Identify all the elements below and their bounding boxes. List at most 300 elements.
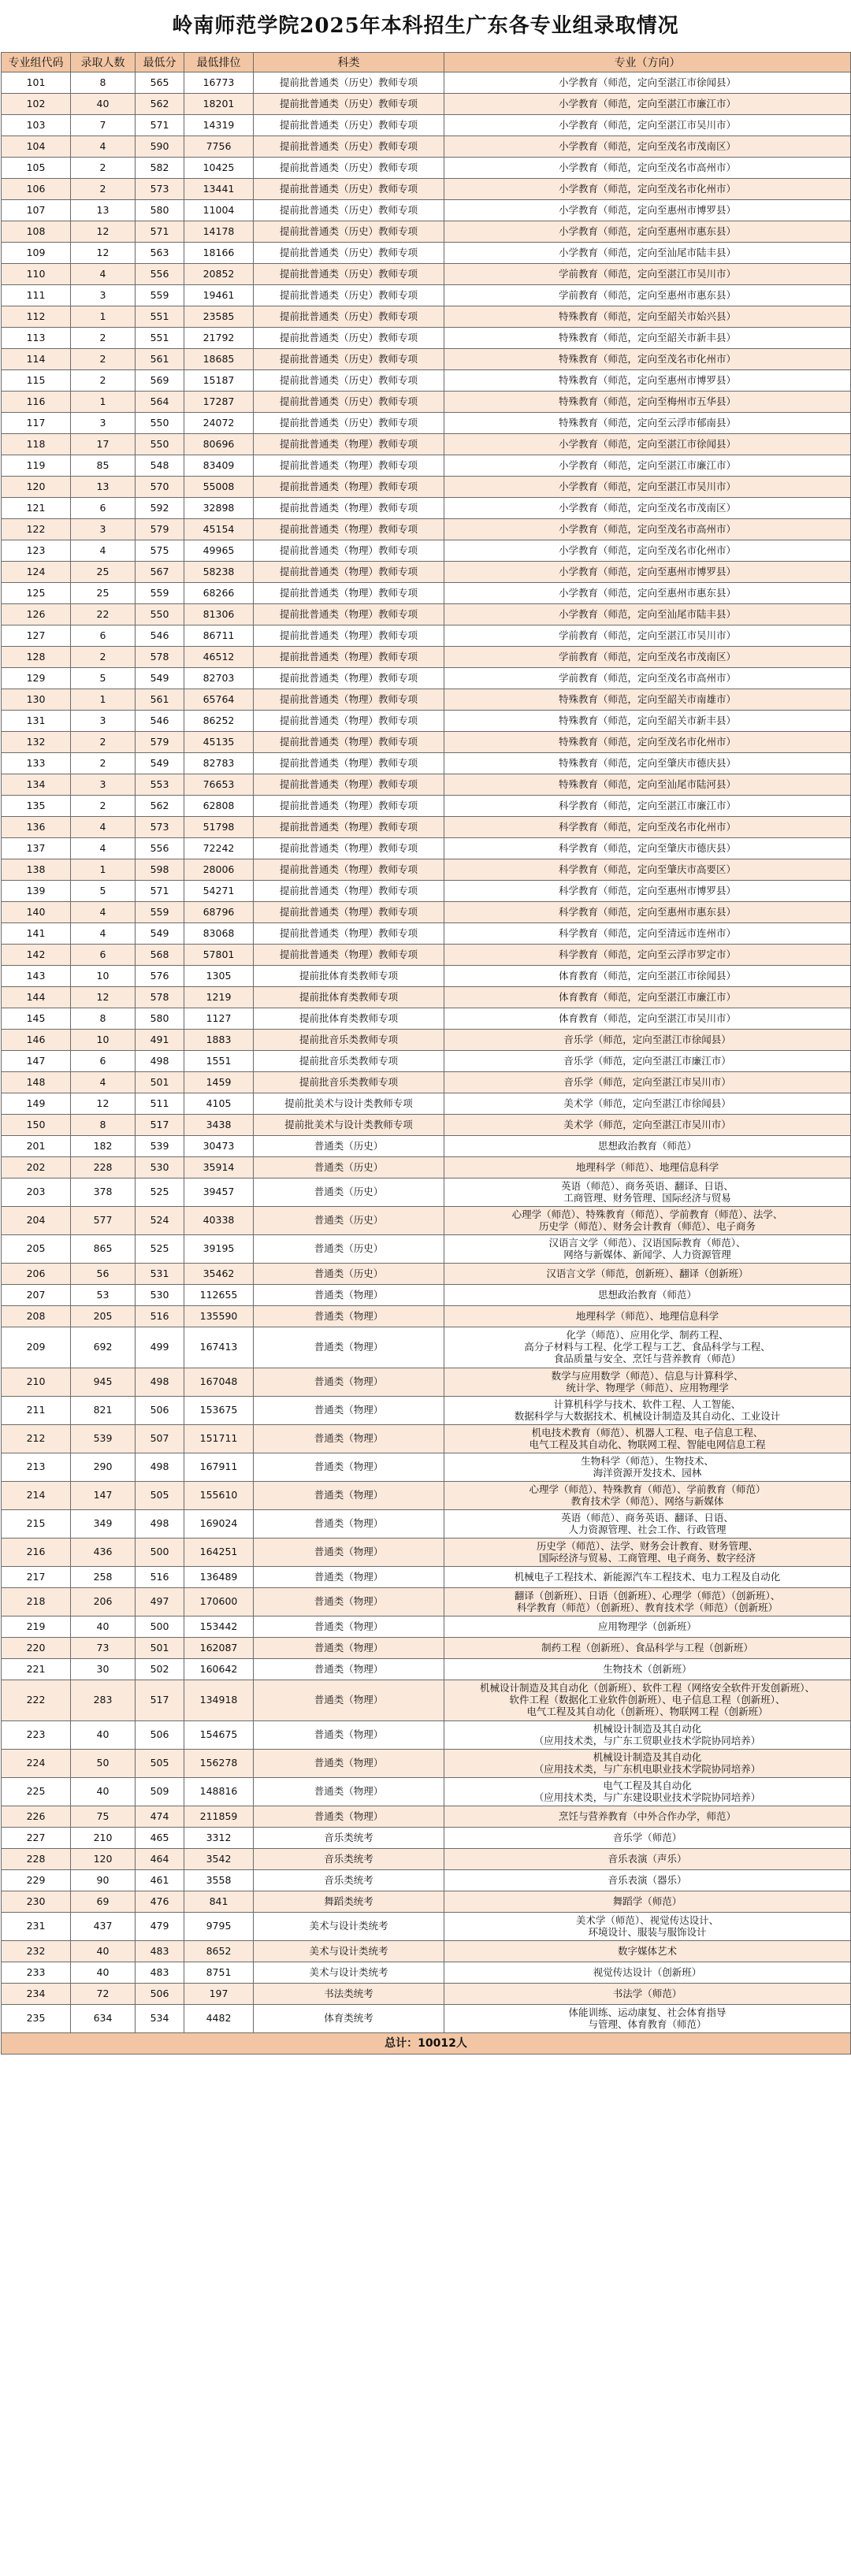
category-cell: 提前批普通类（历史）教师专项 [254, 285, 444, 306]
min-score-cell: 498 [136, 1368, 184, 1397]
min-rank-cell: 134918 [184, 1680, 254, 1721]
min-score-cell: 576 [136, 966, 184, 987]
major-cell: 科学教育（师范，定向至湛江市廉江市） [444, 796, 851, 817]
table-row [2, 72, 851, 94]
major-cell: 小学教育（师范，定向至茂名市化州市） [444, 540, 851, 562]
admitted-cell: 1 [71, 306, 136, 328]
admitted-cell: 13 [71, 477, 136, 498]
table-row [2, 817, 851, 838]
table-body [2, 72, 851, 2033]
table-row [2, 1680, 851, 1721]
admitted-cell: 3 [71, 774, 136, 796]
admitted-cell: 6 [71, 945, 136, 966]
category-cell: 提前批普通类（历史）教师专项 [254, 370, 444, 392]
table-row [2, 285, 851, 306]
min-rank-cell: 8652 [184, 1941, 254, 1962]
admitted-cell: 25 [71, 583, 136, 604]
min-rank-cell: 23585 [184, 306, 254, 328]
major-cell: 小学教育（师范，定向至茂名市高州市） [444, 158, 851, 179]
min-score-cell: 571 [136, 881, 184, 902]
table-row [2, 1207, 851, 1235]
table-row [2, 498, 851, 519]
category-cell: 提前批普通类（历史）教师专项 [254, 136, 444, 158]
category-cell: 提前批普通类（历史）教师专项 [254, 306, 444, 328]
min-score-cell: 567 [136, 562, 184, 583]
category-cell: 提前批音乐类教师专项 [254, 1051, 444, 1072]
category-cell: 提前批普通类（历史）教师专项 [254, 392, 444, 413]
total-cell: 总计：10012人 [2, 2033, 851, 2054]
min-rank-cell: 39457 [184, 1179, 254, 1207]
group-code-cell: 106 [2, 179, 71, 200]
admitted-cell: 2 [71, 753, 136, 774]
min-rank-cell: 45154 [184, 519, 254, 540]
group-code-cell: 231 [2, 1913, 71, 1941]
group-code-cell: 213 [2, 1453, 71, 1482]
table-row [2, 434, 851, 455]
group-code-cell: 108 [2, 221, 71, 243]
category-cell: 提前批普通类（历史）教师专项 [254, 115, 444, 136]
min-rank-cell: 83068 [184, 923, 254, 945]
min-rank-cell: 1127 [184, 1008, 254, 1030]
min-rank-cell: 841 [184, 1891, 254, 1913]
table-row [2, 1567, 851, 1588]
min-score-cell: 551 [136, 328, 184, 349]
table-row [2, 859, 851, 881]
table-row [2, 243, 851, 264]
admitted-cell: 2 [71, 179, 136, 200]
min-score-cell: 579 [136, 519, 184, 540]
admitted-cell: 90 [71, 1870, 136, 1891]
category-cell: 提前批普通类（物理）教师专项 [254, 881, 444, 902]
table-row [2, 1327, 851, 1368]
admitted-cell: 22 [71, 604, 136, 625]
major-cell: 心理学（师范）、特殊教育（师范）、学前教育（师范）、法学、 历史学（师范）、财务会计教育（师范）、电子商务 [444, 1207, 851, 1235]
admitted-cell: 8 [71, 1008, 136, 1030]
group-code-cell: 112 [2, 306, 71, 328]
group-code-cell: 129 [2, 668, 71, 689]
table-row [2, 1157, 851, 1179]
group-code-cell: 218 [2, 1588, 71, 1616]
category-cell: 提前批普通类（物理）教师专项 [254, 540, 444, 562]
min-rank-cell: 19461 [184, 285, 254, 306]
group-code-cell: 233 [2, 1962, 71, 1984]
admitted-cell: 634 [71, 2005, 136, 2033]
category-cell: 提前批普通类（物理）教师专项 [254, 711, 444, 732]
admitted-cell: 1 [71, 859, 136, 881]
major-cell: 心理学（师范）、特殊教育（师范）、学前教育（师范） 教育技术学（师范）、网络与新媒体 [444, 1482, 851, 1510]
min-score-cell: 580 [136, 1008, 184, 1030]
table-row [2, 583, 851, 604]
min-score-cell: 491 [136, 1030, 184, 1051]
table-row [2, 1008, 851, 1030]
admitted-cell: 1 [71, 392, 136, 413]
min-rank-cell: 1219 [184, 987, 254, 1008]
admitted-cell: 40 [71, 94, 136, 115]
group-code-cell: 229 [2, 1870, 71, 1891]
group-code-cell: 102 [2, 94, 71, 115]
admitted-cell: 2 [71, 796, 136, 817]
admitted-cell: 3 [71, 711, 136, 732]
admitted-cell: 8 [71, 72, 136, 94]
admitted-cell: 539 [71, 1425, 136, 1453]
category-cell: 普通类（物理） [254, 1567, 444, 1588]
table-row [2, 1030, 851, 1051]
major-cell: 小学教育（师范，定向至茂名市化州市） [444, 179, 851, 200]
group-code-cell: 131 [2, 711, 71, 732]
min-score-cell: 511 [136, 1093, 184, 1115]
major-cell: 小学教育（师范，定向至湛江市吴川市） [444, 477, 851, 498]
major-cell: 学前教育（师范，定向至湛江市吴川市） [444, 264, 851, 285]
major-cell: 英语（师范）、商务英语、翻译、日语、 工商管理、财务管理、国际经济与贸易 [444, 1179, 851, 1207]
min-rank-cell: 153675 [184, 1397, 254, 1425]
min-score-cell: 517 [136, 1680, 184, 1721]
category-cell: 普通类（物理） [254, 1659, 444, 1680]
group-code-cell: 128 [2, 647, 71, 668]
category-cell: 普通类（物理） [254, 1750, 444, 1778]
category-cell: 提前批普通类（历史）教师专项 [254, 179, 444, 200]
major-cell: 制药工程（创新班）、食品科学与工程（创新班） [444, 1638, 851, 1659]
major-cell: 美术学（师范，定向至湛江市吴川市） [444, 1115, 851, 1136]
table-row [2, 1913, 851, 1941]
min-score-cell: 549 [136, 668, 184, 689]
min-rank-cell: 167911 [184, 1453, 254, 1482]
group-code-cell: 208 [2, 1306, 71, 1327]
group-code-cell: 124 [2, 562, 71, 583]
admitted-cell: 258 [71, 1567, 136, 1588]
admitted-cell: 206 [71, 1588, 136, 1616]
min-rank-cell: 167413 [184, 1327, 254, 1368]
table-row [2, 392, 851, 413]
admitted-cell: 182 [71, 1136, 136, 1157]
min-rank-cell: 72242 [184, 838, 254, 859]
min-score-cell: 578 [136, 987, 184, 1008]
group-code-cell: 138 [2, 859, 71, 881]
min-score-cell: 556 [136, 264, 184, 285]
group-code-cell: 141 [2, 923, 71, 945]
min-score-cell: 582 [136, 158, 184, 179]
admitted-cell: 30 [71, 1659, 136, 1680]
group-code-cell: 118 [2, 434, 71, 455]
admitted-cell: 75 [71, 1806, 136, 1828]
group-code-cell: 211 [2, 1397, 71, 1425]
category-cell: 提前批普通类（物理）教师专项 [254, 455, 444, 477]
major-cell: 音乐表演（声乐） [444, 1849, 851, 1870]
min-rank-cell: 46512 [184, 647, 254, 668]
major-cell: 特殊教育（师范，定向至云浮市郁南县） [444, 413, 851, 434]
min-rank-cell: 86711 [184, 625, 254, 647]
min-rank-cell: 81306 [184, 604, 254, 625]
min-score-cell: 498 [136, 1453, 184, 1482]
table-row [2, 1962, 851, 1984]
table-row [2, 370, 851, 392]
category-cell: 提前批普通类（物理）教师专项 [254, 668, 444, 689]
table-row [2, 1051, 851, 1072]
admitted-cell: 4 [71, 923, 136, 945]
min-score-cell: 479 [136, 1913, 184, 1941]
min-score-cell: 464 [136, 1849, 184, 1870]
min-score-cell: 546 [136, 711, 184, 732]
header-min-score: 最低分 [136, 53, 184, 72]
min-score-cell: 497 [136, 1588, 184, 1616]
min-rank-cell: 82783 [184, 753, 254, 774]
table-row [2, 1510, 851, 1539]
min-rank-cell: 8751 [184, 1962, 254, 1984]
min-score-cell: 561 [136, 349, 184, 370]
min-rank-cell: 55008 [184, 477, 254, 498]
group-code-cell: 203 [2, 1179, 71, 1207]
min-rank-cell: 17287 [184, 392, 254, 413]
major-cell: 小学教育（师范，定向至茂名市茂南区） [444, 136, 851, 158]
category-cell: 普通类（物理） [254, 1453, 444, 1482]
major-cell: 科学教育（师范，定向至惠州市惠东县） [444, 902, 851, 923]
major-cell: 地理科学（师范）、地理信息科学 [444, 1306, 851, 1327]
category-cell: 提前批普通类（物理）教师专项 [254, 625, 444, 647]
min-score-cell: 550 [136, 604, 184, 625]
major-cell: 历史学（师范）、法学、财务会计教育、财务管理、 国际经济与贸易、工商管理、电子商务、数字经济 [444, 1539, 851, 1567]
table-row [2, 1539, 851, 1567]
min-score-cell: 506 [136, 1397, 184, 1425]
admitted-cell: 6 [71, 1051, 136, 1072]
group-code-cell: 206 [2, 1264, 71, 1285]
major-cell: 小学教育（师范，定向至湛江市吴川市） [444, 115, 851, 136]
group-code-cell: 133 [2, 753, 71, 774]
major-cell: 小学教育（师范，定向至湛江市徐闻县） [444, 434, 851, 455]
group-code-cell: 205 [2, 1235, 71, 1264]
major-cell: 特殊教育（师范，定向至茂名市化州市） [444, 349, 851, 370]
admitted-cell: 17 [71, 434, 136, 455]
major-cell: 小学教育（师范，定向至茂名市茂南区） [444, 498, 851, 519]
category-cell: 提前批普通类（历史）教师专项 [254, 349, 444, 370]
table-row [2, 264, 851, 285]
min-rank-cell: 40338 [184, 1207, 254, 1235]
major-cell: 视觉传达设计（创新班） [444, 1962, 851, 1984]
group-code-cell: 220 [2, 1638, 71, 1659]
min-score-cell: 499 [136, 1327, 184, 1368]
admitted-cell: 437 [71, 1913, 136, 1941]
admitted-cell: 56 [71, 1264, 136, 1285]
major-cell: 应用物理学（创新班） [444, 1616, 851, 1638]
min-rank-cell: 65764 [184, 689, 254, 711]
min-rank-cell: 18201 [184, 94, 254, 115]
table-row [2, 1891, 851, 1913]
major-cell: 机械电子工程技术、新能源汽车工程技术、电力工程及自动化 [444, 1567, 851, 1588]
group-code-cell: 104 [2, 136, 71, 158]
min-score-cell: 534 [136, 2005, 184, 2033]
category-cell: 普通类（物理） [254, 1327, 444, 1368]
admitted-cell: 6 [71, 625, 136, 647]
min-rank-cell: 197 [184, 1984, 254, 2005]
admitted-cell: 53 [71, 1285, 136, 1306]
min-score-cell: 502 [136, 1659, 184, 1680]
group-code-cell: 219 [2, 1616, 71, 1638]
major-cell: 体能训练、运动康复、社会体育指导 与管理、体育教育（师范） [444, 2005, 851, 2033]
admitted-cell: 5 [71, 881, 136, 902]
admitted-cell: 12 [71, 1093, 136, 1115]
min-rank-cell: 162087 [184, 1638, 254, 1659]
group-code-cell: 143 [2, 966, 71, 987]
admitted-cell: 4 [71, 136, 136, 158]
min-rank-cell: 7756 [184, 136, 254, 158]
admitted-cell: 25 [71, 562, 136, 583]
min-score-cell: 559 [136, 285, 184, 306]
min-score-cell: 559 [136, 902, 184, 923]
admission-table [1, 52, 851, 2054]
major-cell: 体育教育（师范，定向至湛江市廉江市） [444, 987, 851, 1008]
min-rank-cell: 155610 [184, 1482, 254, 1510]
table-row [2, 604, 851, 625]
min-rank-cell: 14178 [184, 221, 254, 243]
group-code-cell: 134 [2, 774, 71, 796]
min-score-cell: 476 [136, 1891, 184, 1913]
min-score-cell: 465 [136, 1828, 184, 1849]
category-cell: 提前批普通类（物理）教师专项 [254, 519, 444, 540]
major-cell: 特殊教育（师范，定向至韶关市新丰县） [444, 711, 851, 732]
major-cell: 化学（师范）、应用化学、制药工程、 高分子材料与工程、化学工程与工艺、食品科学与工程、 食品质量与安全、烹饪与营养教育（师范） [444, 1327, 851, 1368]
category-cell: 提前批普通类（物理）教师专项 [254, 902, 444, 923]
group-code-cell: 114 [2, 349, 71, 370]
category-cell: 书法类统考 [254, 1984, 444, 2005]
min-score-cell: 571 [136, 221, 184, 243]
category-cell: 提前批体育类教师专项 [254, 1008, 444, 1030]
admitted-cell: 12 [71, 987, 136, 1008]
group-code-cell: 212 [2, 1425, 71, 1453]
group-code-cell: 145 [2, 1008, 71, 1030]
min-rank-cell: 1459 [184, 1072, 254, 1093]
category-cell: 普通类（历史） [254, 1264, 444, 1285]
min-score-cell: 474 [136, 1806, 184, 1828]
min-rank-cell: 83409 [184, 455, 254, 477]
table-row [2, 796, 851, 817]
min-score-cell: 559 [136, 583, 184, 604]
admitted-cell: 692 [71, 1327, 136, 1368]
category-cell: 普通类（历史） [254, 1235, 444, 1264]
major-cell: 小学教育（师范，定向至汕尾市陆丰县） [444, 243, 851, 264]
category-cell: 美术与设计类统考 [254, 1962, 444, 1984]
table-row [2, 1984, 851, 2005]
category-cell: 提前批普通类（历史）教师专项 [254, 158, 444, 179]
category-cell: 普通类（物理） [254, 1368, 444, 1397]
table-row [2, 1588, 851, 1616]
major-cell: 书法学（师范） [444, 1984, 851, 2005]
group-code-cell: 202 [2, 1157, 71, 1179]
group-code-cell: 226 [2, 1806, 71, 1828]
admitted-cell: 69 [71, 1891, 136, 1913]
min-rank-cell: 16773 [184, 72, 254, 94]
min-score-cell: 525 [136, 1235, 184, 1264]
group-code-cell: 142 [2, 945, 71, 966]
admitted-cell: 3 [71, 519, 136, 540]
major-cell: 特殊教育（师范，定向至肇庆市德庆县） [444, 753, 851, 774]
min-rank-cell: 18166 [184, 243, 254, 264]
header-category: 科类 [254, 53, 444, 72]
major-cell: 数字媒体艺术 [444, 1941, 851, 1962]
major-cell: 计算机科学与技术、软件工程、人工智能、 数据科学与大数据技术、机械设计制造及其自动化、工业设计 [444, 1397, 851, 1425]
group-code-cell: 123 [2, 540, 71, 562]
table-row [2, 1285, 851, 1306]
admitted-cell: 6 [71, 498, 136, 519]
admitted-cell: 4 [71, 264, 136, 285]
min-rank-cell: 3312 [184, 1828, 254, 1849]
admitted-cell: 205 [71, 1306, 136, 1327]
min-rank-cell: 3558 [184, 1870, 254, 1891]
header-major: 专业（方向） [444, 53, 851, 72]
table-row [2, 1870, 851, 1891]
admitted-cell: 290 [71, 1453, 136, 1482]
table-header-row [2, 53, 851, 72]
admitted-cell: 2 [71, 158, 136, 179]
admitted-cell: 4 [71, 817, 136, 838]
group-code-cell: 217 [2, 1567, 71, 1588]
min-score-cell: 498 [136, 1051, 184, 1072]
group-code-cell: 119 [2, 455, 71, 477]
header-min-rank: 最低排位 [184, 53, 254, 72]
admitted-cell: 865 [71, 1235, 136, 1264]
group-code-cell: 125 [2, 583, 71, 604]
admitted-cell: 10 [71, 1030, 136, 1051]
admitted-cell: 4 [71, 1072, 136, 1093]
min-rank-cell: 1551 [184, 1051, 254, 1072]
category-cell: 美术与设计类统考 [254, 1913, 444, 1941]
group-code-cell: 116 [2, 392, 71, 413]
major-cell: 舞蹈学（师范） [444, 1891, 851, 1913]
min-score-cell: 553 [136, 774, 184, 796]
min-score-cell: 505 [136, 1482, 184, 1510]
major-cell: 科学教育（师范，定向至肇庆市德庆县） [444, 838, 851, 859]
min-rank-cell: 160642 [184, 1659, 254, 1680]
admitted-cell: 2 [71, 370, 136, 392]
min-rank-cell: 9795 [184, 1913, 254, 1941]
min-score-cell: 501 [136, 1072, 184, 1093]
min-rank-cell: 82703 [184, 668, 254, 689]
min-rank-cell: 21792 [184, 328, 254, 349]
table-row [2, 136, 851, 158]
category-cell: 提前批美术与设计类教师专项 [254, 1093, 444, 1115]
group-code-cell: 121 [2, 498, 71, 519]
admitted-cell: 378 [71, 1179, 136, 1207]
min-score-cell: 461 [136, 1870, 184, 1891]
group-code-cell: 215 [2, 1510, 71, 1539]
category-cell: 普通类（物理） [254, 1616, 444, 1638]
table-row [2, 328, 851, 349]
table-row [2, 1828, 851, 1849]
category-cell: 提前批普通类（物理）教师专项 [254, 796, 444, 817]
category-cell: 提前批普通类（物理）教师专项 [254, 583, 444, 604]
table-row [2, 413, 851, 434]
min-score-cell: 530 [136, 1285, 184, 1306]
major-cell: 机械设计制造及其自动化 （应用技术类，与广东工贸职业技术学院协同培养） [444, 1721, 851, 1750]
group-code-cell: 235 [2, 2005, 71, 2033]
admitted-cell: 228 [71, 1157, 136, 1179]
page-title: 岭南师范学院2025年本科招生广东各专业组录取情况 [172, 14, 679, 38]
admitted-cell: 5 [71, 668, 136, 689]
min-rank-cell: 170600 [184, 1588, 254, 1616]
major-cell: 小学教育（师范，定向至湛江市廉江市） [444, 94, 851, 115]
group-code-cell: 139 [2, 881, 71, 902]
min-score-cell: 579 [136, 732, 184, 753]
table-row [2, 519, 851, 540]
table-row [2, 94, 851, 115]
category-cell: 音乐类统考 [254, 1870, 444, 1891]
category-cell: 提前批普通类（物理）教师专项 [254, 838, 444, 859]
category-cell: 普通类（物理） [254, 1306, 444, 1327]
min-rank-cell: 28006 [184, 859, 254, 881]
min-rank-cell: 10425 [184, 158, 254, 179]
major-cell: 音乐学（师范，定向至湛江市廉江市） [444, 1051, 851, 1072]
category-cell: 普通类（物理） [254, 1721, 444, 1750]
admitted-cell: 283 [71, 1680, 136, 1721]
group-code-cell: 225 [2, 1778, 71, 1806]
group-code-cell: 214 [2, 1482, 71, 1510]
